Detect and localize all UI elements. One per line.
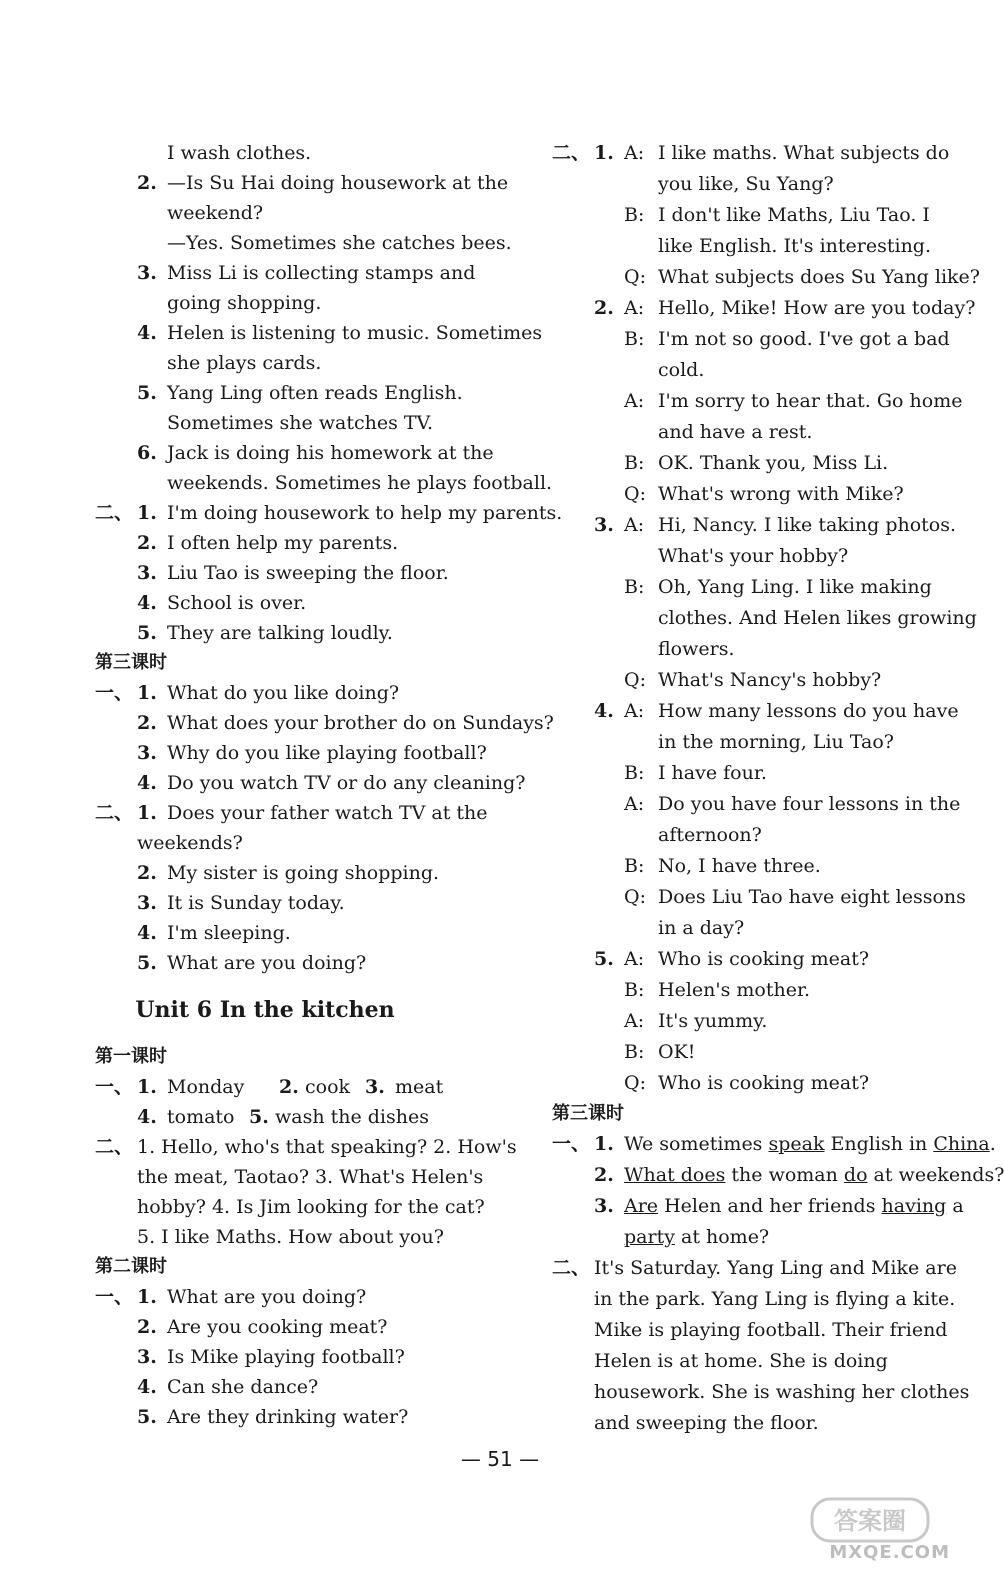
dialogue-line: B: No, I have three. bbox=[624, 855, 821, 877]
passage-line: Helen is at home. She is doing bbox=[594, 1350, 888, 1372]
dialogue-line: in the morning, Liu Tao? bbox=[658, 731, 894, 753]
answer-line: 2. I often help my parents. bbox=[137, 532, 399, 554]
answer-line: 3. It is Sunday today. bbox=[137, 892, 345, 914]
answer-line: 一、 1. We sometimes speak English in China. bbox=[552, 1129, 962, 1160]
unit-title: Unit 6 In the kitchen bbox=[135, 997, 395, 1023]
answer-line: Sometimes she watches TV. bbox=[167, 412, 433, 434]
dialogue-line: 二、 1. A: I like maths. What subjects do bbox=[552, 142, 950, 164]
answer-line: 一、 1. What do you like doing? bbox=[95, 678, 505, 708]
dialogue-line: in a day? bbox=[658, 917, 745, 939]
answer-line: 5. What are you doing? bbox=[137, 952, 367, 974]
dialogue-line: afternoon? bbox=[658, 824, 762, 846]
part-label: 一、 bbox=[95, 1076, 134, 1098]
dialogue-line: clothes. And Helen likes growing bbox=[658, 607, 977, 629]
part-label: 一、 bbox=[552, 1133, 591, 1155]
passage-line: Mike is playing football. Their friend bbox=[594, 1319, 948, 1341]
part-label: 二、 bbox=[95, 502, 134, 524]
dialogue-line: B: Oh, Yang Ling. I like making bbox=[624, 576, 932, 598]
answer-line: 4. tomato 5. wash the dishes bbox=[137, 1106, 429, 1128]
watermark bbox=[800, 1503, 980, 1573]
part-label: 二、 bbox=[95, 802, 134, 824]
dialogue-line: A: I'm sorry to hear that. Go home bbox=[624, 390, 963, 412]
dialogue-line: B: OK! bbox=[624, 1041, 696, 1063]
answer-line: 4. I'm sleeping. bbox=[137, 922, 291, 944]
answer-line: 二、 1. I'm doing housework to help my parents. bbox=[95, 498, 505, 528]
dialogue-line: like English. It's interesting. bbox=[658, 235, 932, 257]
answer-line: 2. Are you cooking meat? bbox=[137, 1316, 388, 1338]
watermark-seal-icon bbox=[810, 1497, 930, 1543]
passage-line: housework. She is washing her clothes bbox=[594, 1381, 970, 1403]
left-column bbox=[95, 138, 563, 1432]
lesson-heading: 第三课时 bbox=[95, 652, 167, 673]
lesson-heading: 第一课时 bbox=[95, 1046, 167, 1067]
answer-line: 5. Yang Ling often reads English. bbox=[137, 382, 463, 404]
answer-line: 4. School is over. bbox=[137, 592, 307, 614]
answer-line: 二、 1. Hello, who's that speaking? 2. How's bbox=[95, 1132, 505, 1162]
answer-line: 4. Can she dance? bbox=[137, 1376, 319, 1398]
dialogue-line: Q: What's Nancy's hobby? bbox=[624, 669, 882, 691]
lesson-heading: 第二课时 bbox=[95, 1256, 167, 1277]
dialogue-line: Q: Who is cooking meat? bbox=[624, 1072, 870, 1094]
dialogue-line: What's your hobby? bbox=[658, 545, 849, 567]
answer-line: weekend? bbox=[167, 202, 264, 224]
answer-line: 4. Do you watch TV or do any cleaning? bbox=[137, 772, 526, 794]
answer-line: going shopping. bbox=[167, 292, 322, 314]
dialogue-line: B: Helen's mother. bbox=[624, 979, 810, 1001]
part-label: 一、 bbox=[95, 1286, 134, 1308]
answer-line: 2. My sister is going shopping. bbox=[137, 862, 440, 884]
answer-line: she plays cards. bbox=[167, 352, 322, 374]
dialogue-line: 2. A: Hello, Mike! How are you today? bbox=[594, 297, 976, 319]
answer-line: 5. I like Maths. How about you? bbox=[137, 1226, 444, 1248]
answer-line: party at home? bbox=[624, 1226, 770, 1248]
answer-line: 3. Liu Tao is sweeping the floor. bbox=[137, 562, 449, 584]
part-label: 一、 bbox=[95, 682, 134, 704]
answer-line: 2. What does the woman do at weekends? bbox=[594, 1164, 1004, 1186]
answer-line: 5. Are they drinking water? bbox=[137, 1406, 409, 1428]
dialogue-line: B: I have four. bbox=[624, 762, 767, 784]
answer-line: —Yes. Sometimes she catches bees. bbox=[167, 232, 512, 254]
dialogue-line: B: OK. Thank you, Miss Li. bbox=[624, 452, 889, 474]
part-label: 二、 bbox=[95, 1136, 134, 1158]
dialogue-line: you like, Su Yang? bbox=[658, 173, 834, 195]
dialogue-line: Q: What's wrong with Mike? bbox=[624, 483, 904, 505]
dialogue-line: cold. bbox=[658, 359, 705, 381]
dialogue-line: Q: Does Liu Tao have eight lessons bbox=[624, 886, 966, 908]
svg-text:答案圈: 答案圈 bbox=[834, 1507, 906, 1535]
page-number: — 51 — bbox=[460, 1447, 540, 1471]
answer-line: weekends. Sometimes he plays football. bbox=[167, 472, 553, 494]
answer-line: weekends? bbox=[137, 832, 243, 854]
dialogue-line: 4. A: How many lessons do you have bbox=[594, 700, 959, 722]
right-column bbox=[552, 138, 1004, 1439]
answer-line: 4. Helen is listening to music. Sometimes bbox=[137, 322, 543, 344]
dialogue-line: 5. A: Who is cooking meat? bbox=[594, 948, 870, 970]
passage-line: 二、 It's Saturday. Yang Ling and Mike are bbox=[552, 1253, 962, 1284]
dialogue-line: flowers. bbox=[658, 638, 735, 660]
answer-line: 2. What does your brother do on Sundays? bbox=[137, 712, 554, 734]
dialogue-line: B: I don't like Maths, Liu Tao. I bbox=[624, 204, 930, 226]
dialogue-line: A: It's yummy. bbox=[624, 1010, 768, 1032]
passage-line: in the park. Yang Ling is flying a kite. bbox=[594, 1288, 956, 1310]
answer-line: 6. Jack is doing his homework at the bbox=[137, 442, 494, 464]
dialogue-line: B: I'm not so good. I've got a bad bbox=[624, 328, 950, 350]
answer-line: 3. Is Mike playing football? bbox=[137, 1346, 405, 1368]
answer-line: 3. Why do you like playing football? bbox=[137, 742, 487, 764]
answer-line: 二、 1. Does your father watch TV at the bbox=[95, 798, 505, 828]
answer-line: 2. —Is Su Hai doing housework at the bbox=[137, 172, 509, 194]
answer-line: I wash clothes. bbox=[167, 142, 312, 164]
dialogue-line: Q: What subjects does Su Yang like? bbox=[624, 266, 980, 288]
watermark-site: MXQE.COM bbox=[829, 1542, 950, 1563]
part-label: 二、 bbox=[552, 1257, 591, 1279]
answer-line: 3. Are Helen and her friends having a bbox=[594, 1195, 964, 1217]
lesson-heading: 第三课时 bbox=[552, 1103, 624, 1124]
answer-line: hobby? 4. Is Jim looking for the cat? bbox=[137, 1196, 485, 1218]
dialogue-line: A: Do you have four lessons in the bbox=[624, 793, 961, 815]
passage-line: and sweeping the floor. bbox=[594, 1412, 819, 1434]
dialogue-line: 3. A: Hi, Nancy. I like taking photos. bbox=[594, 514, 957, 536]
answer-line: 一、 1. What are you doing? bbox=[95, 1282, 505, 1312]
answer-line: the meat, Taotao? 3. What's Helen's bbox=[137, 1166, 484, 1188]
answer-line: 5. They are talking loudly. bbox=[137, 622, 393, 644]
answer-line: 3. Miss Li is collecting stamps and bbox=[137, 262, 476, 284]
answer-line: 一、 1. Monday 2. cook 3. meat bbox=[95, 1072, 505, 1102]
dialogue-line: and have a rest. bbox=[658, 421, 813, 443]
